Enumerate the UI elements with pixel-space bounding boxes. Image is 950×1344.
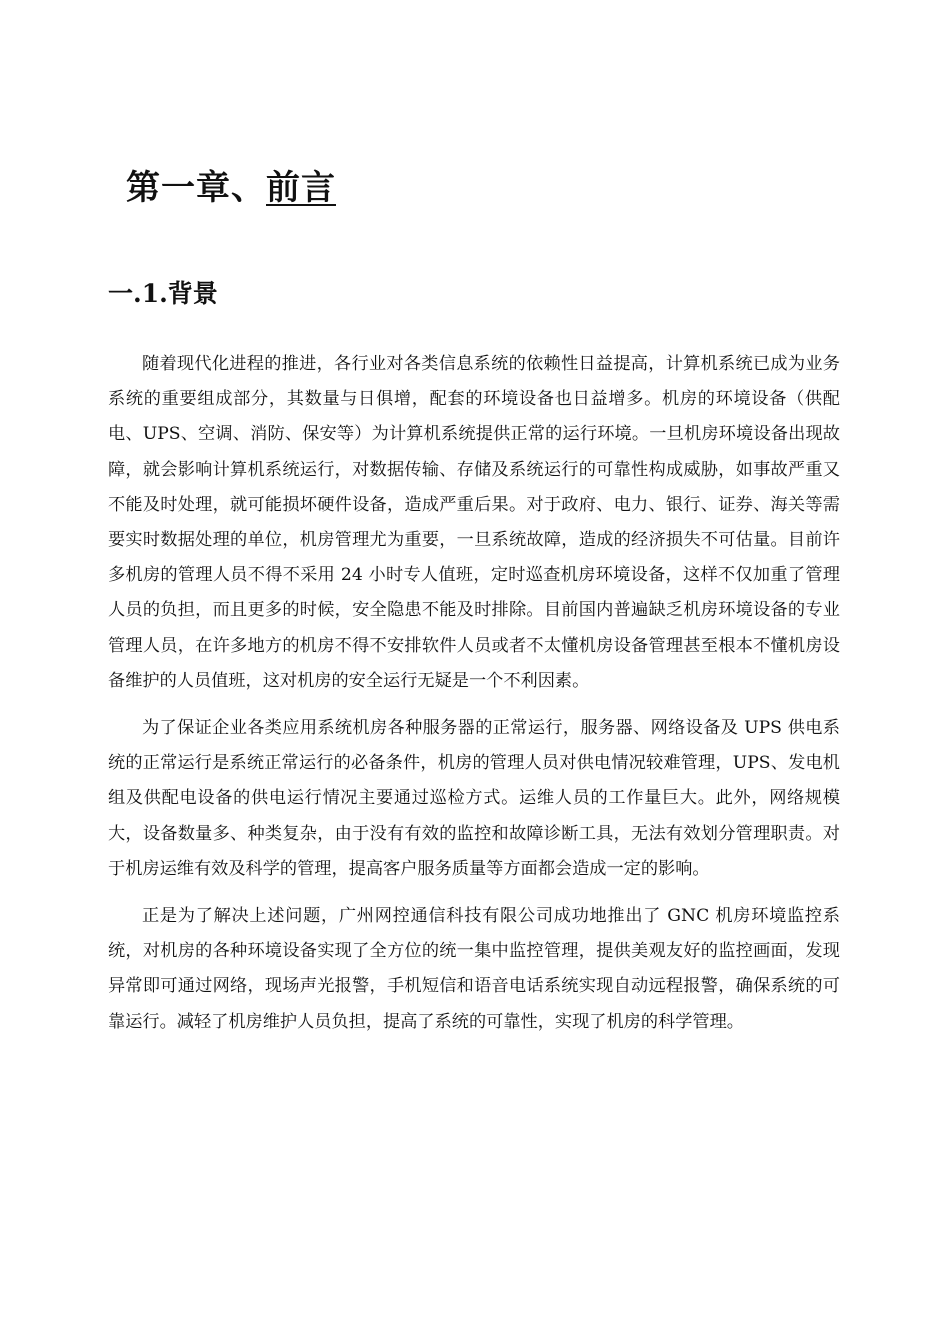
section-title: 一.1.背景 xyxy=(108,279,218,308)
chapter-prefix: 第一章、 xyxy=(126,168,266,208)
chapter-name: 前言 xyxy=(266,168,336,208)
paragraph-solution: 正是为了解决上述问题，广州网控通信科技有限公司成功地推出了 GNC 机房环境监控系统，对机房的各种环境设备实现了全方位的统一集中监控管理，提供美观友好的监控画面，发现异常即可通过网络，现场声光报警，手机短信和语音电话系统实现自动远程报警，确保系统的可靠运行。减轻了机房维护人员负担，提高了系统的可靠性，实现了机房的科学管理。 xyxy=(108,906,840,1032)
paragraph-background: 随着现代化进程的推进，各行业对各类信息系统的依赖性日益提高，计算机系统已成为业务系统的重要组成部分，其数量与日俱增，配套的环境设备也日益增多。机房的环境设备（供配电、UPS、空调、消防、保安等）为计算机系统提供正常的运行环境。一旦机房环境设备出现故障，就会影响计算机系统运行，对数据传输、存储及系统运行的可靠性构成威胁，如事故严重又不能及时处理，就可能损坏硬件设备，造成严重后果。对于政府、电力、银行、证券、海关等需要实时数据处理的单位，机房管理尤为重要，一旦系统故障，造成的经济损失不可估量。目前许多机房的管理人员不得不采用 24 小时专人值班，定时巡查机房环境设备，这样不仅加重了管理人员的负担，而且更多的时候，安全隐患不能及时排除。目前国内普遍缺乏机房环境设备的专业管理人员，在许多地方的机房不得不安排软件人员或者不太懂机房设备管理甚至根本不懂机房设备维护的人员值班，这对机房的安全运行无疑是一个不利因素。 xyxy=(108,354,840,691)
paragraph-operations: 为了保证企业各类应用系统机房各种服务器的正常运行，服务器、网络设备及 UPS 供电系统的正常运行是系统正常运行的必备条件，机房的管理人员对供电情况较难管理，UPS、发电机组及供配电设备的供电运行情况主要通过巡检方式。运维人员的工作量巨大。此外，网络规模大，设备数量多、种类复杂，由于没有有效的监控和故障诊断工具，无法有效划分管理职责。对于机房运维有效及科学的管理，提高客户服务质量等方面都会造成一定的影响。 xyxy=(108,718,840,879)
body-text xyxy=(108,347,840,1052)
chapter-title xyxy=(126,160,336,209)
